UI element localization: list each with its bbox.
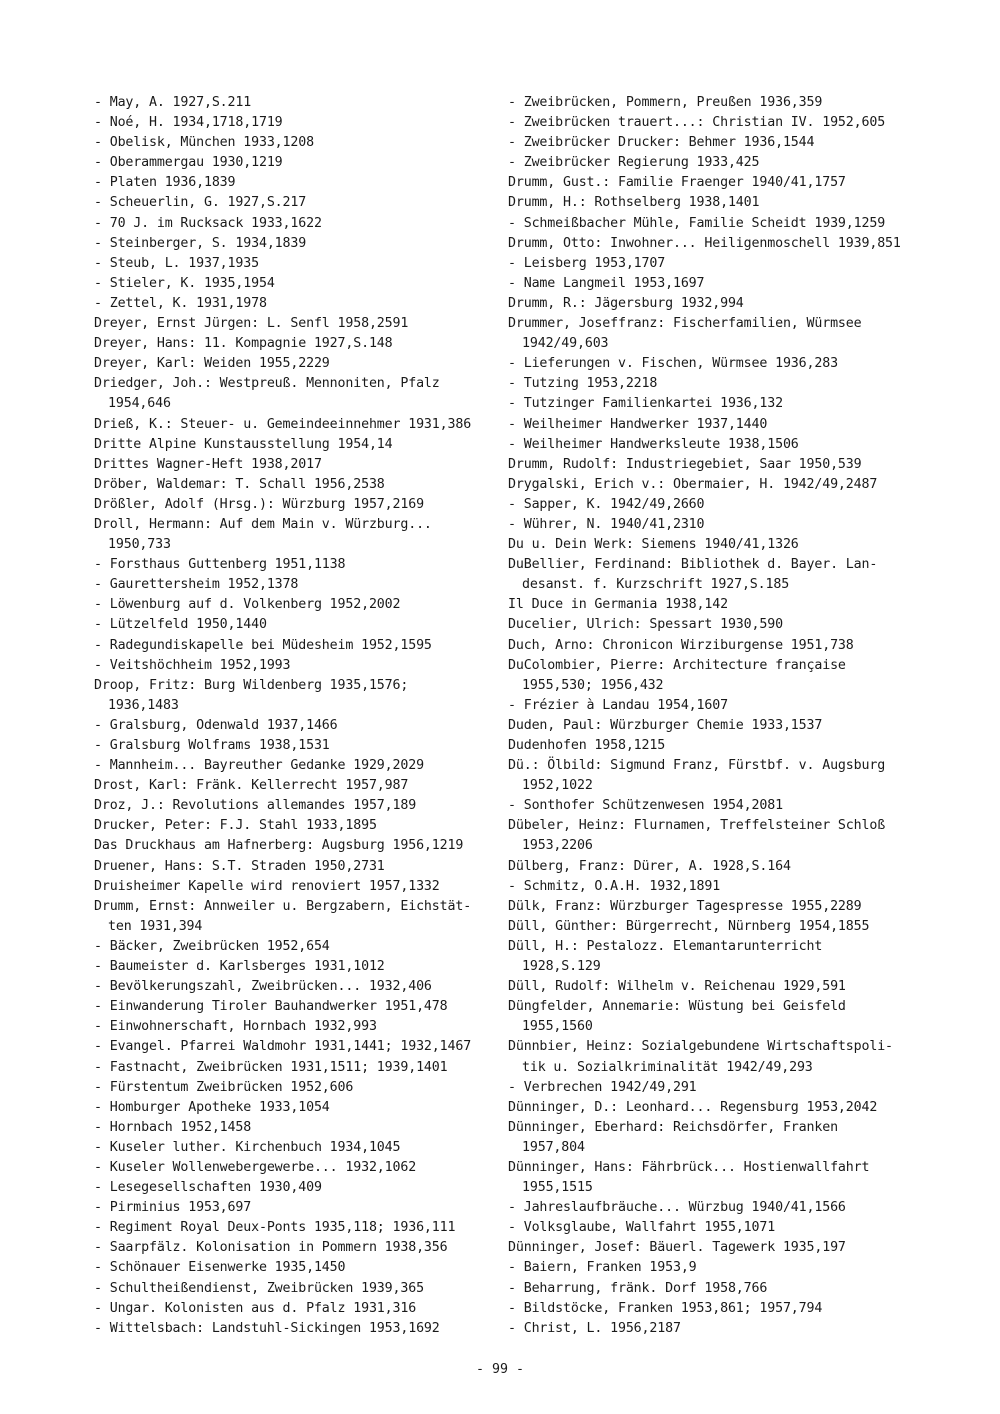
index-entry-continuation: 1936,1483 [108,697,179,713]
index-entry: - Mannheim... Bayreuther Gedanke 1929,2029 [94,758,424,774]
index-entry: - Jahreslaufbräuche... Würzbug 1940/41,1566 [508,1200,846,1216]
index-entry: - Steinberger, S. 1934,1839 [94,235,307,251]
index-entry: - Gralsburg, Odenwald 1937,1466 [94,717,338,733]
index-entry: - May, A. 1927,S.211 [94,95,252,110]
index-entry: Druisheimer Kapelle wird renoviert 1957,1332 [94,878,440,894]
index-entry: - Bäcker, Zweibrücken 1952,654 [94,938,330,954]
left-column [94,93,494,1339]
page-number: - 99 - [475,1362,525,1377]
index-entry: - Frézier à Landau 1954,1607 [508,697,728,713]
index-entry: - Einwanderung Tiroler Bauhandwerker 1951,478 [94,999,448,1015]
index-entry: - Zweibrücken, Pommern, Preußen 1936,359 [508,95,823,110]
index-entry-continuation: ten 1931,394 [108,918,203,934]
index-entry: - Lützelfeld 1950,1440 [94,617,267,633]
index-entry: - Noé, H. 1934,1718,1719 [94,115,283,131]
index-entry: Drumm, Ernst: Annweiler u. Bergzabern, Eichstät- [94,898,472,914]
index-entry-continuation: 1953,2206 [522,838,593,854]
index-entry: - Verbrechen 1942/49,291 [508,1079,697,1095]
index-entry: - Schmitz, O.A.H. 1932,1891 [508,878,721,894]
index-entry-continuation: 1950,733 [108,537,171,553]
index-entry: - Christ, L. 1956,2187 [508,1320,681,1336]
index-entry: Il Duce in Germania 1938,142 [508,597,728,613]
index-entry: - Lieferungen v. Fischen, Würmsee 1936,283 [508,356,838,372]
index-entry: - Regiment Royal Deux-Ponts 1935,118; 1936,111 [94,1220,456,1236]
index-entry: Düll, Rudolf: Wilhelm v. Reichenau 1929,591 [508,979,846,995]
index-entry: - Beharrung, fränk. Dorf 1958,766 [508,1280,768,1296]
index-entry-continuation: 1928,S.129 [522,959,601,975]
index-entry: - Zweibrücker Regierung 1933,425 [508,155,760,171]
index-entry: Düngfelder, Annemarie: Wüstung bei Geisfeld [508,999,846,1015]
index-entry: Drumm, R.: Jägersburg 1932,994 [508,295,744,311]
index-entry: Dröber, Waldemar: T. Schall 1956,2538 [94,476,385,492]
index-entry: - Bevölkerungszahl, Zweibrücken... 1932,406 [94,979,432,995]
index-entry-continuation: 1955,1515 [522,1180,593,1196]
index-entry: Droz, J.: Revolutions allemandes 1957,189 [94,798,417,814]
index-entry: Du u. Dein Werk: Siemens 1940/41,1326 [508,537,799,553]
index-entry: DuColombier, Pierre: Architecture française [508,657,846,673]
index-entry: Drößler, Adolf (Hrsg.): Würzburg 1957,2169 [94,496,424,512]
index-entry: - Homburger Apotheke 1933,1054 [94,1099,330,1115]
index-entry: - Kuseler Wollenwebergewerbe... 1932,1062 [94,1159,417,1175]
index-entry: Dreyer, Karl: Weiden 1955,2229 [94,356,330,372]
index-entry: - Obelisk, München 1933,1208 [94,135,314,151]
index-entry: - Tutzing 1953,2218 [508,376,658,392]
index-entry: - Volksglaube, Wallfahrt 1955,1071 [508,1220,776,1236]
index-entry: - 70 J. im Rucksack 1933,1622 [94,215,322,231]
index-entry: - Einwohnerschaft, Hornbach 1932,993 [94,1019,377,1035]
index-entry: - Ungar. Kolonisten aus d. Pfalz 1931,316 [94,1300,417,1316]
index-entry: - Gaurettersheim 1952,1378 [94,577,299,593]
index-entry-continuation: 1957,804 [522,1139,585,1155]
right-column [508,93,918,1339]
index-entry: Drieß, K.: Steuer- u. Gemeindeeinnehmer 1931,386 [94,416,472,432]
index-entry: - Stieler, K. 1935,1954 [94,275,275,291]
index-entry: - Schönauer Eisenwerke 1935,1450 [94,1260,346,1276]
index-entry: Dreyer, Ernst Jürgen: L. Senfl 1958,2591 [94,316,409,332]
index-entry: Dudenhofen 1958,1215 [508,738,666,753]
index-entry: Dübeler, Heinz: Flurnamen, Treffelsteiner Schloß [508,818,886,834]
index-entry: Droll, Hermann: Auf dem Main v. Würzburg... [94,516,432,532]
index-entry: Drost, Karl: Fränk. Kellerrecht 1957,987 [94,778,409,794]
index-entry: - Zweibrücker Drucker: Behmer 1936,1544 [508,135,815,151]
index-entry-continuation: 1952,1022 [522,778,593,794]
index-entry: - Schultheißendienst, Zweibrücken 1939,365 [94,1280,424,1296]
index-entry: - Baiern, Franken 1953,9 [508,1260,697,1276]
index-entry: - Evangel. Pfarrei Waldmohr 1931,1441; 1932,1467 [94,1039,472,1055]
index-entry: - Pirminius 1953,697 [94,1200,252,1216]
index-entry: Dü.: Ölbild: Sigmund Franz, Fürstbf. v. Augsburg [508,758,886,774]
index-entry: - Schmeißbacher Mühle, Familie Scheidt 1939,1259 [508,215,886,231]
index-entry: Dünnbier, Heinz: Sozialgebundene Wirtschaftspoli- [508,1039,893,1055]
index-entry: Ducelier, Ulrich: Spessart 1930,590 [508,617,783,633]
index-entry: Dünninger, Eberhard: Reichsdörfer, Franken [508,1119,838,1135]
index-entry: - Wittelsbach: Landstuhl-Sickingen 1953,1692 [94,1320,440,1336]
index-entry: Drummer, Joseffranz: Fischerfamilien, Würmsee [508,316,862,332]
index-entry: - Zettel, K. 1931,1978 [94,295,267,311]
index-entry: - Sonthofer Schützenwesen 1954,2081 [508,798,783,814]
index-entry: - Forsthaus Guttenberg 1951,1138 [94,557,346,573]
index-entry: Drygalski, Erich v.: Obermaier, H. 1942/49,2487 [508,476,878,492]
index-entry: Duch, Arno: Chronicon Wirziburgense 1951,738 [508,637,854,653]
index-entry: - Tutzinger Familienkartei 1936,132 [508,396,783,412]
index-entry: Dünninger, Josef: Bäuerl. Tagewerk 1935,197 [508,1240,846,1256]
index-entry: Drittes Wagner-Heft 1938,2017 [94,456,322,472]
index-entry: Drucker, Peter: F.J. Stahl 1933,1895 [94,818,377,834]
index-entry: Düll, Günther: Bürgerrecht, Nürnberg 1954,1855 [508,918,870,934]
index-entry: - Bildstöcke, Franken 1953,861; 1957,794 [508,1300,823,1316]
index-entry: - Hornbach 1952,1458 [94,1119,252,1135]
index-entry: Drumm, Gust.: Familie Fraenger 1940/41,1757 [508,175,846,191]
index-entry: - Platen 1936,1839 [94,175,236,191]
index-entry: - Oberammergau 1930,1219 [94,155,283,171]
index-entry: - Radegundiskapelle bei Müdesheim 1952,1595 [94,637,432,653]
index-entry: - Scheuerlin, G. 1927,S.217 [94,195,307,211]
index-entry: - Fastnacht, Zweibrücken 1931,1511; 1939,1401 [94,1059,448,1075]
index-entry-continuation: desanst. f. Kurzschrift 1927,S.185 [522,577,790,593]
index-entry: - Baumeister d. Karlsberges 1931,1012 [94,959,385,975]
index-entry: Dünninger, D.: Leonhard... Regensburg 1953,2042 [508,1099,878,1115]
index-entry: - Gralsburg Wolframs 1938,1531 [94,738,330,753]
index-entry: - Sapper, K. 1942/49,2660 [508,496,705,512]
index-entry: Duden, Paul: Würzburger Chemie 1933,1537 [508,717,823,733]
index-entry: - Kuseler luther. Kirchenbuch 1934,1045 [94,1139,401,1155]
index-entry: Driedger, Joh.: Westpreuß. Mennoniten, Pfalz [94,376,440,392]
index-entry: Drumm, Rudolf: Industriegebiet, Saar 1950,539 [508,456,862,472]
index-entry: Dreyer, Hans: 11. Kompagnie 1927,S.148 [94,336,393,352]
index-entry: - Name Langmeil 1953,1697 [508,275,705,291]
index-entry: Das Druckhaus am Hafnerberg: Augsburg 1956,1219 [94,838,464,854]
index-entry-continuation: 1955,530; 1956,432 [522,677,664,693]
index-entry-continuation: 1942/49,603 [522,336,609,352]
index-entry: - Fürstentum Zweibrücken 1952,606 [94,1079,354,1095]
index-entry: - Leisberg 1953,1707 [508,255,666,271]
index-entry: - Weilheimer Handwerker 1937,1440 [508,416,768,432]
index-entry: Dünninger, Hans: Fährbrück... Hostienwallfahrt [508,1159,870,1175]
index-entry: Druener, Hans: S.T. Straden 1950,2731 [94,858,385,874]
index-entry: Dülberg, Franz: Dürer, A. 1928,S.164 [508,858,791,874]
index-entry: Dritte Alpine Kunstausstellung 1954,14 [94,436,393,452]
index-entry: - Lesegesellschaften 1930,409 [94,1180,322,1196]
index-entry: Düll, H.: Pestalozz. Elemantarunterricht [508,938,823,954]
index-entry: - Wührer, N. 1940/41,2310 [508,516,705,532]
index-entry: - Steub, L. 1937,1935 [94,255,259,271]
index-entry: - Veitshöchheim 1952,1993 [94,657,291,673]
index-entry: - Saarpfälz. Kolonisation in Pommern 1938,356 [94,1240,448,1256]
index-entry: Drumm, H.: Rothselberg 1938,1401 [508,195,760,211]
index-entry-continuation: 1955,1560 [522,1019,593,1035]
index-entry: Dülk, Franz: Würzburger Tagespresse 1955,2289 [508,898,862,914]
index-entry-continuation: 1954,646 [108,396,171,412]
index-entry: Drumm, Otto: Inwohner... Heiligenmoschell 1939,851 [508,235,901,251]
index-entry: - Weilheimer Handwerksleute 1938,1506 [508,436,799,452]
index-entry: DuBellier, Ferdinand: Bibliothek d. Bayer. Lan- [508,557,878,573]
index-entry: Droop, Fritz: Burg Wildenberg 1935,1576; [94,677,409,693]
index-entry-continuation: tik u. Sozialkriminalität 1942/49,293 [522,1059,813,1075]
index-entry: - Löwenburg auf d. Volkenberg 1952,2002 [94,597,401,613]
index-entry: - Zweibrücken trauert...: Christian IV. 1952,605 [508,115,886,131]
